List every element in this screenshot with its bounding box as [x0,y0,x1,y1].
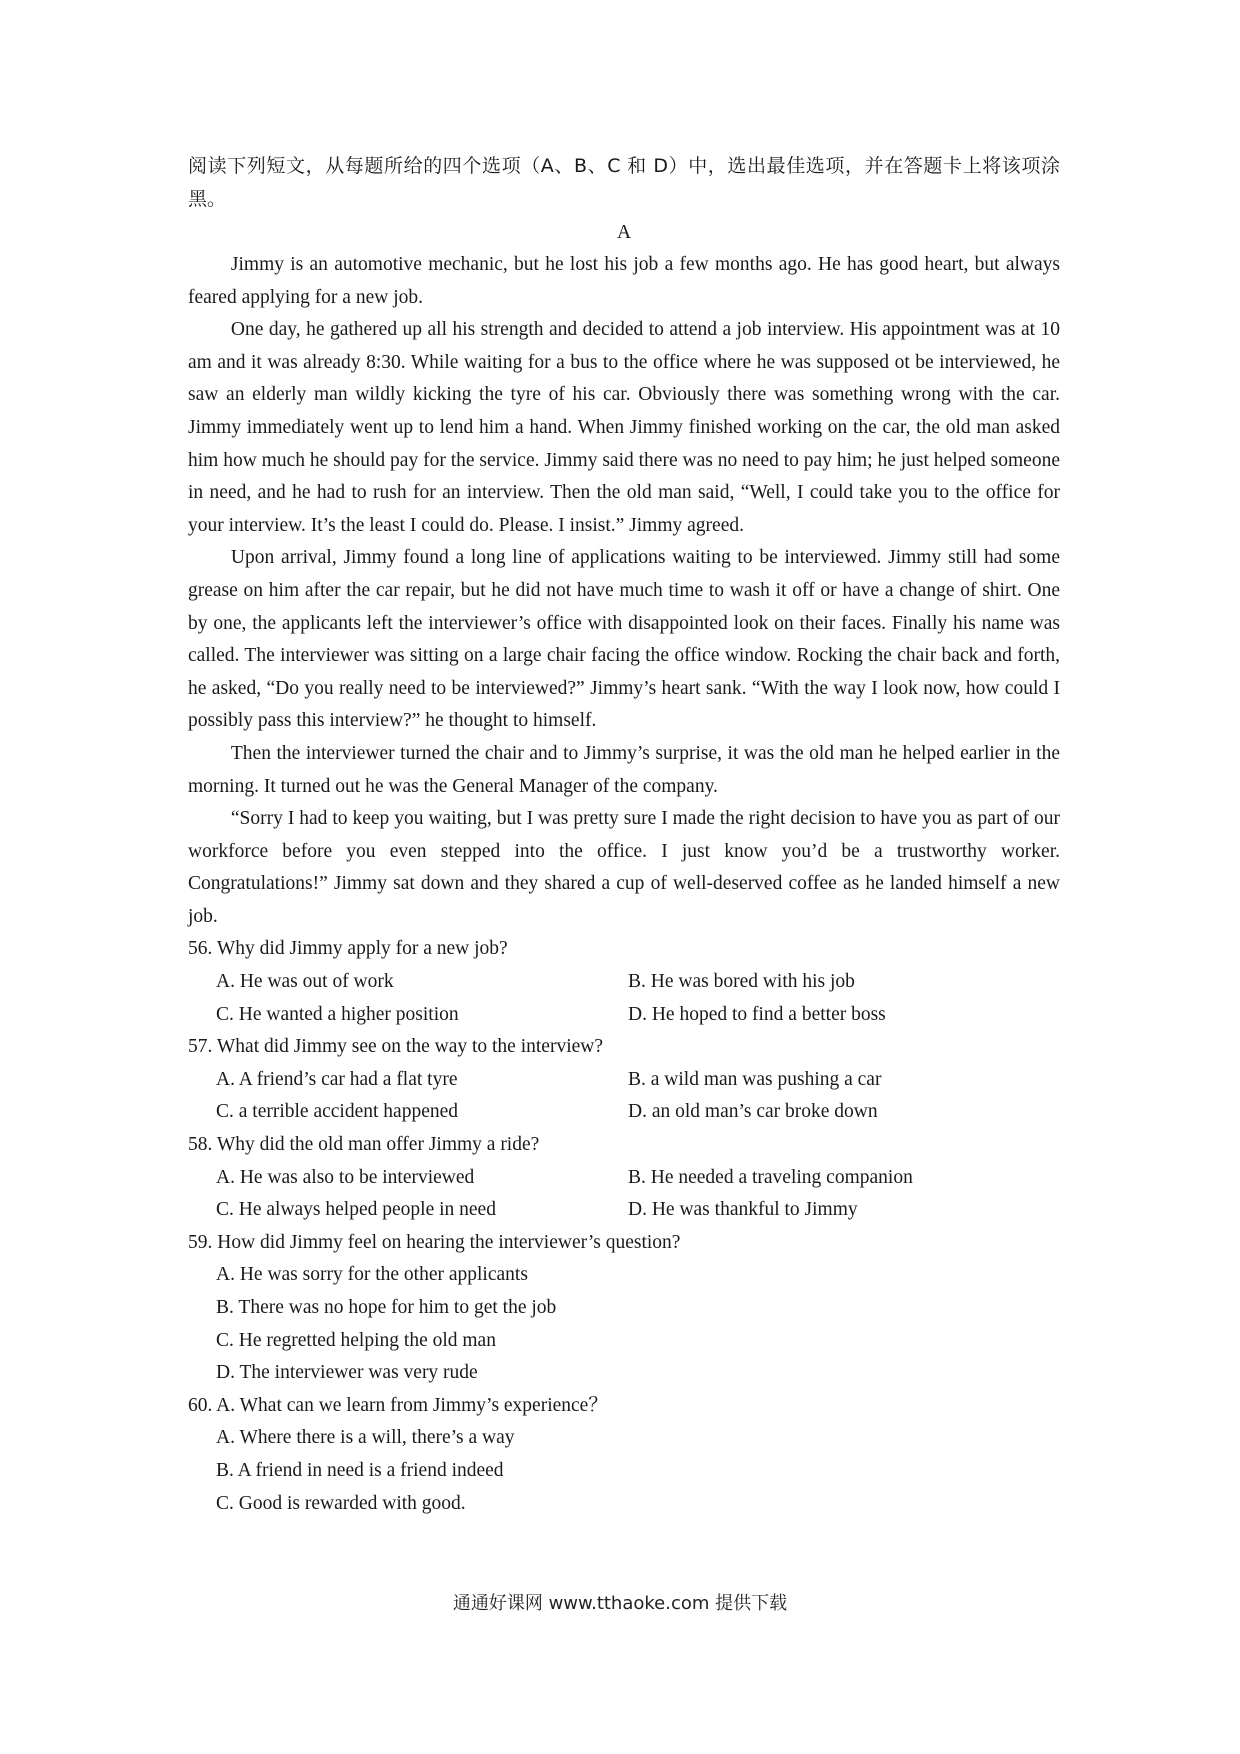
option-c: C. He wanted a higher position [216,1003,459,1025]
options [188,1162,1060,1227]
options [188,1259,1060,1389]
option-c: C. a terrible accident happened [216,1101,459,1123]
question-stem: 56. Why did Jimmy apply for a new job? [188,938,508,960]
option-d: D. He was thankful to Jimmy [628,1199,858,1221]
option-a: A. Where there is a will, there’s a way [216,1427,515,1449]
question-stem: 57. What did Jimmy see on the way to the interview? [188,1036,604,1058]
option-d: D. He hoped to find a better boss [628,1003,886,1025]
passage-paragraph: Then the interviewer turned the chair and to Jimmy’s surprise, it was the old man he helped earlier in the morning. It turned out he was the General Manager of the company. [188,742,1060,797]
section-label: A [616,222,632,243]
option-b: B. He was bored with his job [628,971,855,993]
option-a: A. He was also to be interviewed [216,1166,475,1188]
option-a: A. A friend’s car had a flat tyre [216,1068,458,1090]
passage-paragraph: Jimmy is an automotive mechanic, but he lost his job a few months ago. He has good heart, but always feared applying for a new job. [188,254,1060,308]
question-56 [188,933,1060,1031]
options [188,966,1060,1031]
question-stem: 58. Why did the old man offer Jimmy a ride? [188,1134,540,1156]
exam-page [188,150,1060,1520]
option-b: B. He needed a traveling companion [628,1166,913,1188]
option-b: B. A friend in need is a friend indeed [216,1459,504,1481]
passage-paragraph: One day, he gathered up all his strength and decided to attend a job interview. His appointment was at 10 am and it was already 8:30. While waiting for a bus to the office where he was supposed ot be interviewed, he saw an elderly man wildly kicking the tyre of his car. Obviously there was something wrong with the car. Jimmy immediately went up to lend him a hand. When Jimmy finished working on the car, the old man asked him how much he should pay for the service. Jimmy said there was no need to pay him; he just helped someone in need, and he had to rush for an interview. Then the old man said, “Well, I could take you to the office for your interview. It’s the least I could do. Please. I insist.” Jimmy agreed. [188,319,1060,536]
option-d: D. The interviewer was very rude [216,1362,478,1384]
question-stem: 59. How did Jimmy feel on hearing the interviewer’s question? [188,1231,681,1253]
instructions: 阅读下列短文，从每题所给的四个选项（A、B、C 和 D）中，选出最佳选项，并在答题卡上将该项涂黑。 [188,155,1060,210]
question-stem: 60. A. What can we learn from Jimmy’s experience？ [188,1394,608,1416]
option-c: C. He regretted helping the old man [216,1329,496,1351]
footer-watermark: 通通好课网 www.tthaoke.com 提供下载 [452,1593,788,1614]
option-c: C. He always helped people in need [216,1199,496,1221]
option-a: A. He was out of work [216,971,394,993]
option-b: B. a wild man was pushing a car [628,1068,882,1090]
question-60 [188,1390,1060,1520]
passage [188,249,1060,933]
options [188,1064,1060,1129]
question-58 [188,1129,1060,1227]
passage-paragraph: “Sorry I had to keep you waiting, but I was pretty sure I made the right decision to have you as part of our workforce before you even stepped into the office. I just know you’d be a trustworthy worker. Congratulations!” Jimmy sat down and they shared a cup of well-deserved coffee as he landed himself a new job. [188,808,1060,927]
question-59 [188,1227,1060,1390]
option-c: C. Good is rewarded with good. [216,1492,466,1514]
option-a: A. He was sorry for the other applicants [216,1264,528,1286]
options [188,1422,1060,1520]
option-b: B. There was no hope for him to get the job [216,1297,557,1318]
question-57 [188,1031,1060,1129]
passage-paragraph: Upon arrival, Jimmy found a long line of applications waiting to be interviewed. Jimmy still had some grease on him after the car repair, but he did not have much time to wash it off or have a change of shirt. One by one, the applicants left the interviewer’s office with disappointed look on their faces. Finally his name was called. The interviewer was sitting on a large chair facing the office window. Rocking the chair back and forth, he asked, “Do you really need to be interviewed?” Jimmy’s heart sank. “With the way I look now, how could I possibly pass this interview?” he thought to himself. [188,547,1060,732]
option-d: D. an old man’s car broke down [628,1101,878,1123]
